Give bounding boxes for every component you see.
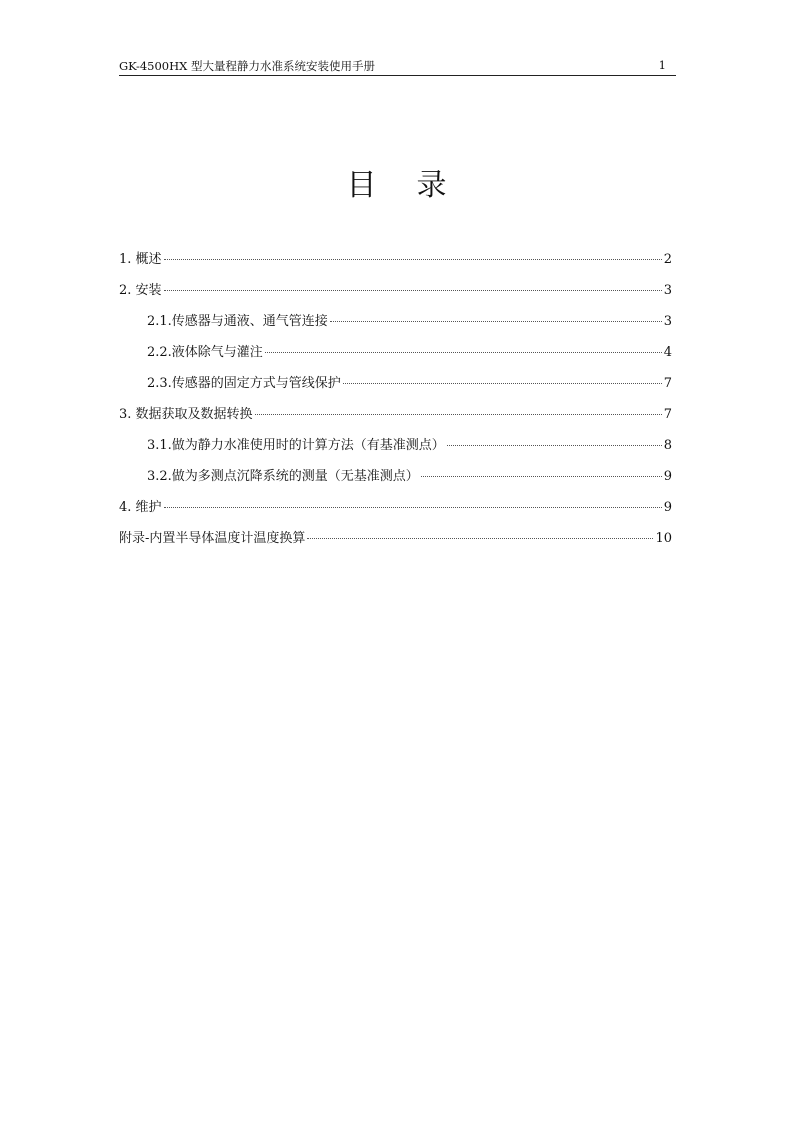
toc-entry-page: 2 xyxy=(663,252,672,267)
toc-entry-page: 7 xyxy=(663,407,672,422)
toc-entry-label: 附录-内置半导体温度计温度换算 xyxy=(119,531,306,546)
toc-entry[interactable] xyxy=(119,496,672,527)
toc-entry-page: 9 xyxy=(663,500,672,515)
toc-entry[interactable] xyxy=(119,341,672,372)
toc-entry-label: 4. 维护 xyxy=(119,500,162,515)
toc-entry[interactable] xyxy=(119,279,672,310)
toc-entry-label: 2.1.传感器与通液、通气管连接 xyxy=(147,314,328,329)
toc-entry-label: 1. 概述 xyxy=(119,252,162,267)
toc-entry-page: 9 xyxy=(663,469,672,484)
toc-dot-leader xyxy=(421,476,662,477)
toc-dot-leader xyxy=(265,352,662,353)
toc-entry-page: 8 xyxy=(663,438,672,453)
toc-entry-label: 3. 数据获取及数据转换 xyxy=(119,407,253,422)
header-page-number: 1 xyxy=(658,58,666,72)
toc-entry[interactable] xyxy=(119,248,672,279)
toc-entry[interactable] xyxy=(119,527,672,558)
toc-entry[interactable] xyxy=(119,310,672,341)
toc-entry-page: 7 xyxy=(663,376,672,391)
toc-entry-label: 3.1.做为静力水准使用时的计算方法（有基准测点） xyxy=(147,438,445,453)
toc-entry-label: 2.2.液体除气与灌注 xyxy=(147,345,263,360)
toc-entry-page: 3 xyxy=(663,314,672,329)
toc-title xyxy=(0,160,793,204)
toc-entry-label: 2. 安装 xyxy=(119,283,162,298)
table-of-contents xyxy=(119,248,672,558)
toc-entry[interactable] xyxy=(119,403,672,434)
toc-dot-leader xyxy=(255,414,662,415)
toc-dot-leader xyxy=(330,321,662,322)
toc-entry-label: 3.2.做为多测点沉降系统的测量（无基准测点） xyxy=(147,469,419,484)
toc-entry-page: 4 xyxy=(663,345,672,360)
header-title: GK-4500HX 型大量程静力水准系统安装使用手册 xyxy=(119,59,375,73)
toc-dot-leader xyxy=(164,259,662,260)
toc-entry-page: 3 xyxy=(663,283,672,298)
toc-dot-leader xyxy=(447,445,662,446)
toc-dot-leader xyxy=(307,538,653,539)
toc-dot-leader xyxy=(164,507,662,508)
toc-dot-leader xyxy=(164,290,662,291)
toc-entry-page: 10 xyxy=(655,531,672,546)
toc-entry[interactable] xyxy=(119,372,672,403)
toc-entry-label: 2.3.传感器的固定方式与管线保护 xyxy=(147,376,341,391)
toc-title-char-1: 目 xyxy=(346,168,377,203)
toc-entry[interactable] xyxy=(119,465,672,496)
toc-dot-leader xyxy=(343,383,662,384)
toc-title-char-2: 录 xyxy=(416,168,447,203)
page-header xyxy=(119,58,676,76)
toc-entry[interactable] xyxy=(119,434,672,465)
